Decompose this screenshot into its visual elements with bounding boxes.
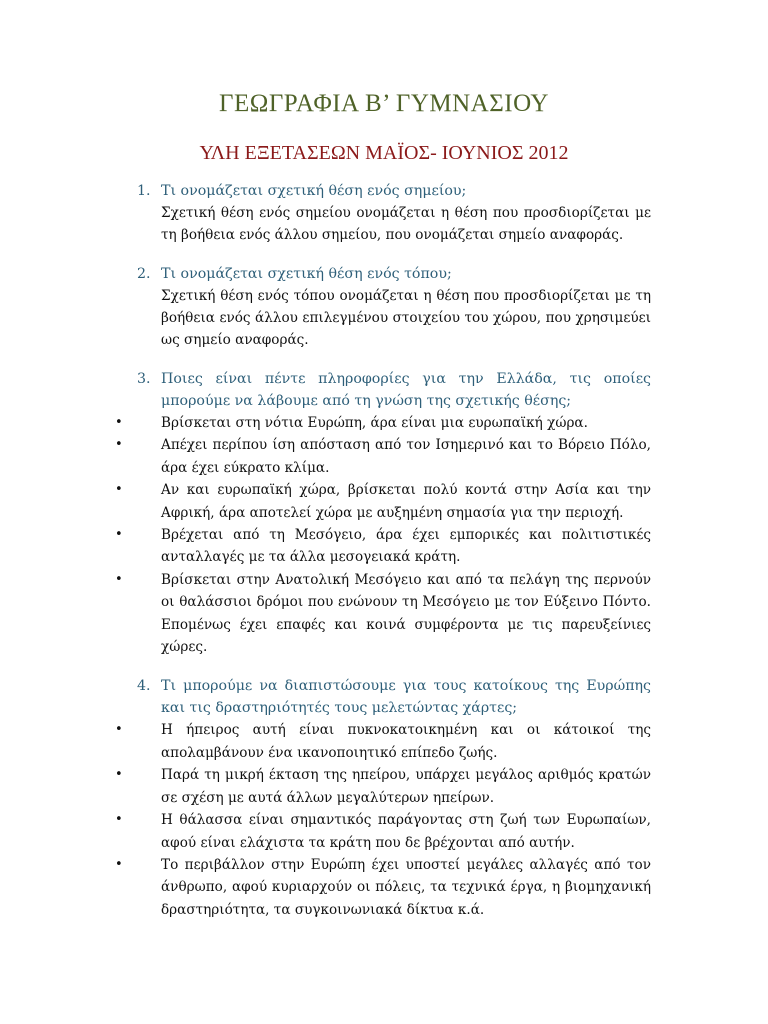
document-subtitle: ΥΛΗ ΕΞΕΤΑΣΕΩΝ ΜΑΪΟΣ- ΙΟΥΝΙΟΣ 2012	[199, 142, 569, 164]
list-item-text: Παρά τη μικρή έκταση της ηπείρου, υπάρχει μεγάλος αριθμός κρατών σε σχέση με αυτά άλλων μεγαλύτερων ηπείρων.	[161, 767, 651, 806]
list-item	[115, 412, 651, 434]
question-text: Ποιες είναι πέντε πληροφορίες για την Ελλάδα, τις οποίες μπορούμε να λάβουμε από τη γνώση της σχετικής θέσης;	[161, 371, 651, 409]
list-item-text: Απέχει περίπου ίση απόσταση από τον Ισημερινό και το Βόρειο Πόλο, άρα έχει εύκρατο κλίμα.	[161, 437, 651, 476]
question-heading	[137, 263, 651, 285]
question-block-2	[137, 263, 651, 351]
list-item-text: Βρίσκεται στην Ανατολική Μεσόγειο και από τα πελάγη της περνούν οι θαλάσσιοι δρόμοι που ενώνουν τη Μεσόγειο με τον Εύξεινο Πόντο. Επομένως έχει επαφές και κοινά συμφέροντα με τις παρευξείνιες χώρες.	[161, 571, 651, 656]
question-number: 2.	[137, 266, 151, 282]
list-item	[115, 434, 651, 479]
question-number: 1.	[137, 183, 151, 199]
question-number: 4.	[137, 678, 151, 695]
list-item-text: Βρέχεται από τη Μεσόγειο, άρα έχει εμπορικές και πολιτιστικές ανταλλαγές με τα άλλα μεσογειακά κράτη.	[161, 527, 651, 566]
list-item	[115, 569, 651, 659]
question-heading	[137, 675, 651, 719]
bullet-icon: •	[115, 527, 123, 543]
answer-paragraph: Σχετική θέση ενός τόπου ονομάζεται η θέση που προσδιορίζεται με τη βοήθεια ενός άλλου επιλεγμένου στοιχείου του χώρου, που χρησιμεύει ως σημείο αναφοράς.	[161, 288, 651, 348]
bullet-icon: •	[115, 571, 123, 587]
answer-paragraph: Σχετική θέση ενός σημείου ονομάζεται η θέση που προσδιορίζεται με τη βοήθεια ενός άλλου σημείου, που ονομάζεται σημείο αναφοράς.	[161, 205, 651, 243]
list-item-text: Η θάλασσα είναι σημαντικός παράγοντας στη ζωή των Ευρωπαίων, αφού είναι ελάχιστα τα κράτη που δε βρέχονται από αυτήν.	[161, 812, 651, 851]
list-item	[115, 479, 651, 524]
list-item-text: Αν και ευρωπαϊκή χώρα, βρίσκεται πολύ κοντά στην Ασία και την Αφρική, άρα αποτελεί χώρα με αυξημένη σημασία για την περιοχή.	[161, 482, 651, 521]
list-item	[115, 719, 651, 764]
question-text: Τι ονομάζεται σχετική θέση ενός τόπου;	[161, 266, 452, 282]
bullet-icon: •	[115, 482, 123, 498]
question-number: 3.	[137, 371, 151, 387]
list-item	[115, 809, 651, 854]
list-item	[115, 854, 651, 921]
question-text: Τι μπορούμε να διαπιστώσουμε για τους κατοίκους της Ευρώπης και τις δραστηριότητές τους μελετώντας χάρτες;	[161, 678, 651, 717]
list-item	[115, 524, 651, 569]
question-block-1	[137, 180, 651, 246]
question-heading	[137, 368, 651, 412]
document-title: ΓΕΩΓΡΑΦΙΑ Β’ ΓΥΜΝΑΣΙΟΥ	[219, 90, 549, 117]
bullet-icon: •	[115, 437, 123, 453]
question-heading	[137, 180, 651, 202]
question-block-3	[115, 368, 651, 658]
bullet-icon: •	[115, 767, 123, 783]
list-item-text: Το περιβάλλον στην Ευρώπη έχει υποστεί μεγάλες αλλαγές από τον άνθρωπο, αφού κυριαρχούν οι πόλεις, τα τεχνικά έργα, η βιομηχανική δραστηριότητα, τα συγκοινωνιακά δίκτυα κ.ά.	[161, 856, 651, 918]
answer-bullet-list	[115, 719, 651, 921]
list-item	[115, 764, 651, 809]
bullet-icon: •	[115, 812, 123, 828]
question-block-4	[115, 675, 651, 921]
bullet-icon: •	[115, 856, 123, 872]
list-item-text: Βρίσκεται στη νότια Ευρώπη, άρα είναι μια ευρωπαϊκή χώρα.	[161, 415, 588, 431]
list-item-text: Η ήπειρος αυτή είναι πυκνοκατοικημένη και οι κάτοικοί της απολαμβάνουν ένα ικανοποιητικό επίπεδο ζωής.	[161, 722, 651, 761]
answer-bullet-list	[115, 412, 651, 658]
bullet-icon: •	[115, 722, 123, 738]
question-text: Τι ονομάζεται σχετική θέση ενός σημείου;	[161, 183, 467, 199]
document-content	[115, 180, 651, 938]
bullet-icon: •	[115, 415, 123, 430]
